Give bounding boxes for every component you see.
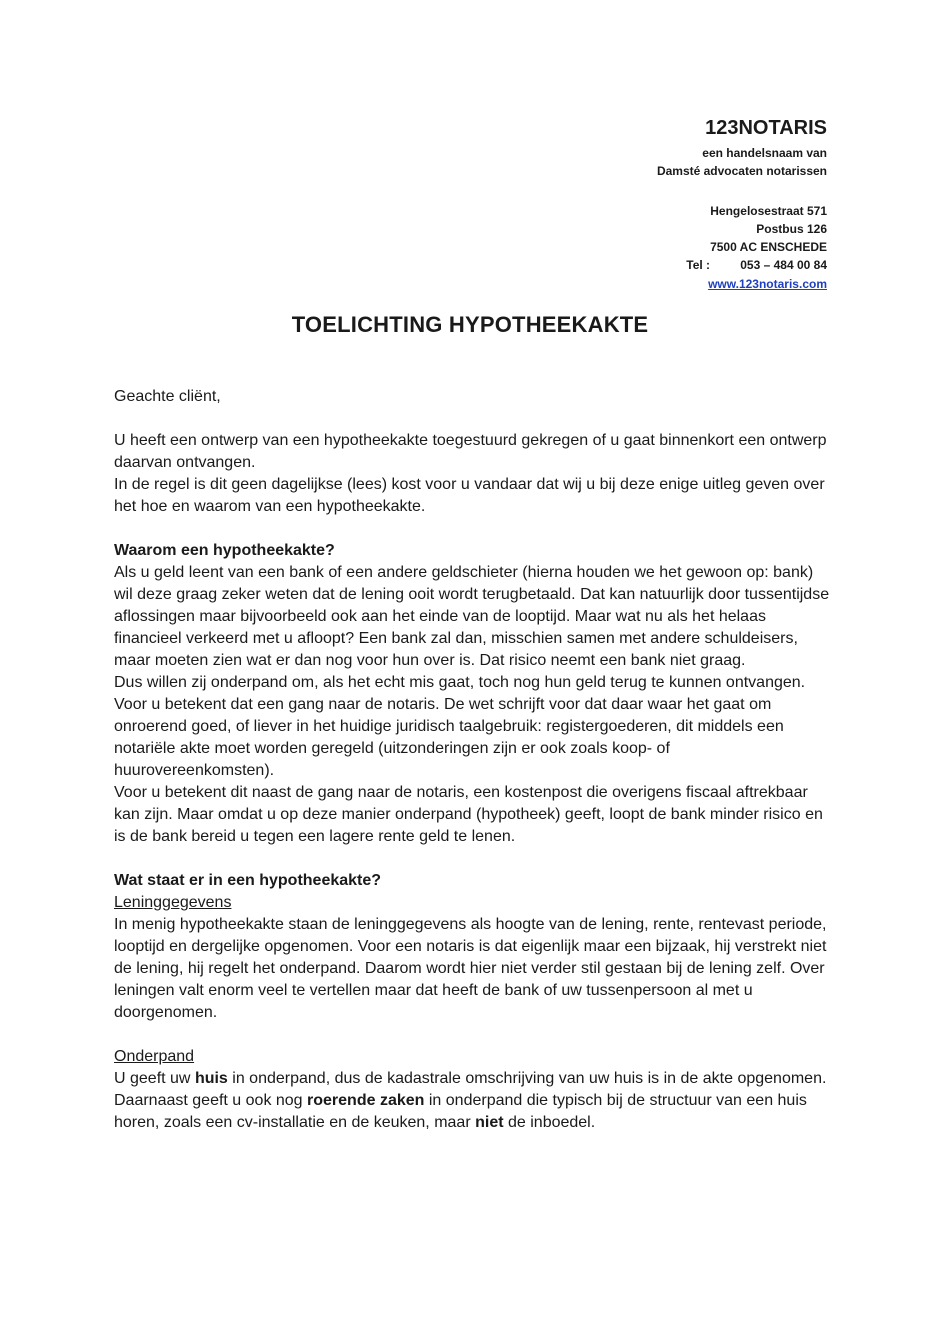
letterhead [657, 116, 827, 294]
subheading-loan-details: Leninggegevens [114, 894, 232, 911]
letter-body [114, 386, 830, 1134]
firm-name-line: Damsté advocaten notarissen [656, 164, 827, 178]
subheading-collateral: Onderpand [114, 1048, 195, 1065]
bold-movable-goods: roerende zaken [307, 1092, 425, 1109]
section-heading-why: Waarom een hypotheekakte? [114, 542, 335, 559]
bold-house: huis [194, 1070, 228, 1087]
address-postbus: Postbus 126 [756, 222, 827, 236]
intro-paragraph-1: U heeft een ontwerp van een hypotheekakte toegestuurd gekregen of u gaat binnenkort een ontwerp daarvan ontvangen. [114, 432, 827, 471]
telephone-label: Tel : [686, 258, 711, 272]
collateral-paragraph-1: U geeft uw huis in onderpand, dus de kadastrale omschrijving van uw huis is in de akte opgenomen. [114, 1070, 827, 1087]
loan-details-paragraph: In menig hypotheekakte staan de leninggegevens als hoogte van de lening, rente, rentevast periode, looptijd en dergelijke opgenomen. Voor een notaris is dat eigenlijk maar een bijzaak, hij verstrekt niet de lening, hij regelt het onderpand. Daarom wordt hier niet verder stil gestaan bij de lening zelf. Over leningen valt enorm veel te vertellen maar dat heeft de bank of uw tussenpersoon al met u doorgenomen. [114, 916, 827, 1021]
address-block [657, 202, 827, 294]
address-city: 7500 AC ENSCHEDE [710, 240, 827, 254]
why-paragraph-3: Voor u betekent dat een gang naar de notaris. De wet schrijft voor dat daar waar het gaat om onroerend goed, of liever in het huidige juridisch taalgebruik: registergoederen, dit middels een notariële akte moet worden geregeld (uitzonderingen zijn er ook zoals koop- of huurovereenkomsten). [114, 696, 784, 779]
document-title: TOELICHTING HYPOTHEEKAKTE [291, 312, 649, 337]
collateral-paragraph-2: Daarnaast geeft u ook nog roerende zaken in onderpand die typisch bij de structuur van een huis horen, zoals een cv-installatie en de keuken, maar niet de inboedel. [114, 1092, 807, 1131]
intro-paragraph-2: In de regel is dit geen dagelijkse (lees) kost voor u vandaar dat wij u bij deze enige uitleg geven over het hoe en waarom van een hypotheekakte. [114, 476, 825, 515]
why-paragraph-1: Als u geld leent van een bank of een andere geldschieter (hierna houden we het gewoon op: bank) wil deze graag zeker weten dat de lening ooit wordt terugbetaald. Dat kan natuurlijk door tussentijdse aflossingen maar bijvoorbeeld ook aan het einde van de looptijd. Maar wat nu als het helaas financieel verkeerd met u afloopt? Een bank zal dan, misschien samen met andere schuldeisers, maar moeten zien wat er dan nog voor hun over is. Dat risico neemt een bank niet graag. [114, 564, 830, 669]
telephone-row [657, 256, 827, 274]
trade-name-line: een handelsnaam van [702, 146, 827, 160]
brand-name: 123NOTARIS [705, 117, 827, 139]
why-paragraph-2: Dus willen zij onderpand om, als het echt mis gaat, toch nog hun geld terug te kunnen ontvangen. [114, 674, 806, 691]
section-heading-contents: Wat staat er in een hypotheekakte? [114, 872, 382, 889]
bold-not: niet [475, 1114, 504, 1131]
address-street: Hengelosestraat 571 [710, 204, 827, 218]
why-paragraph-4: Voor u betekent dit naast de gang naar de notaris, een kostenpost die overigens fiscaal aftrekbaar kan zijn. Maar omdat u op deze manier onderpand (hypotheek) geeft, loopt de bank minder risico en is de bank bereid u tegen een lagere rente geld te lenen. [114, 784, 823, 845]
salutation: Geachte cliënt, [114, 388, 221, 405]
website-link[interactable]: www.123notaris.com [708, 277, 827, 291]
telephone-number: 053 – 484 00 84 [740, 258, 827, 272]
